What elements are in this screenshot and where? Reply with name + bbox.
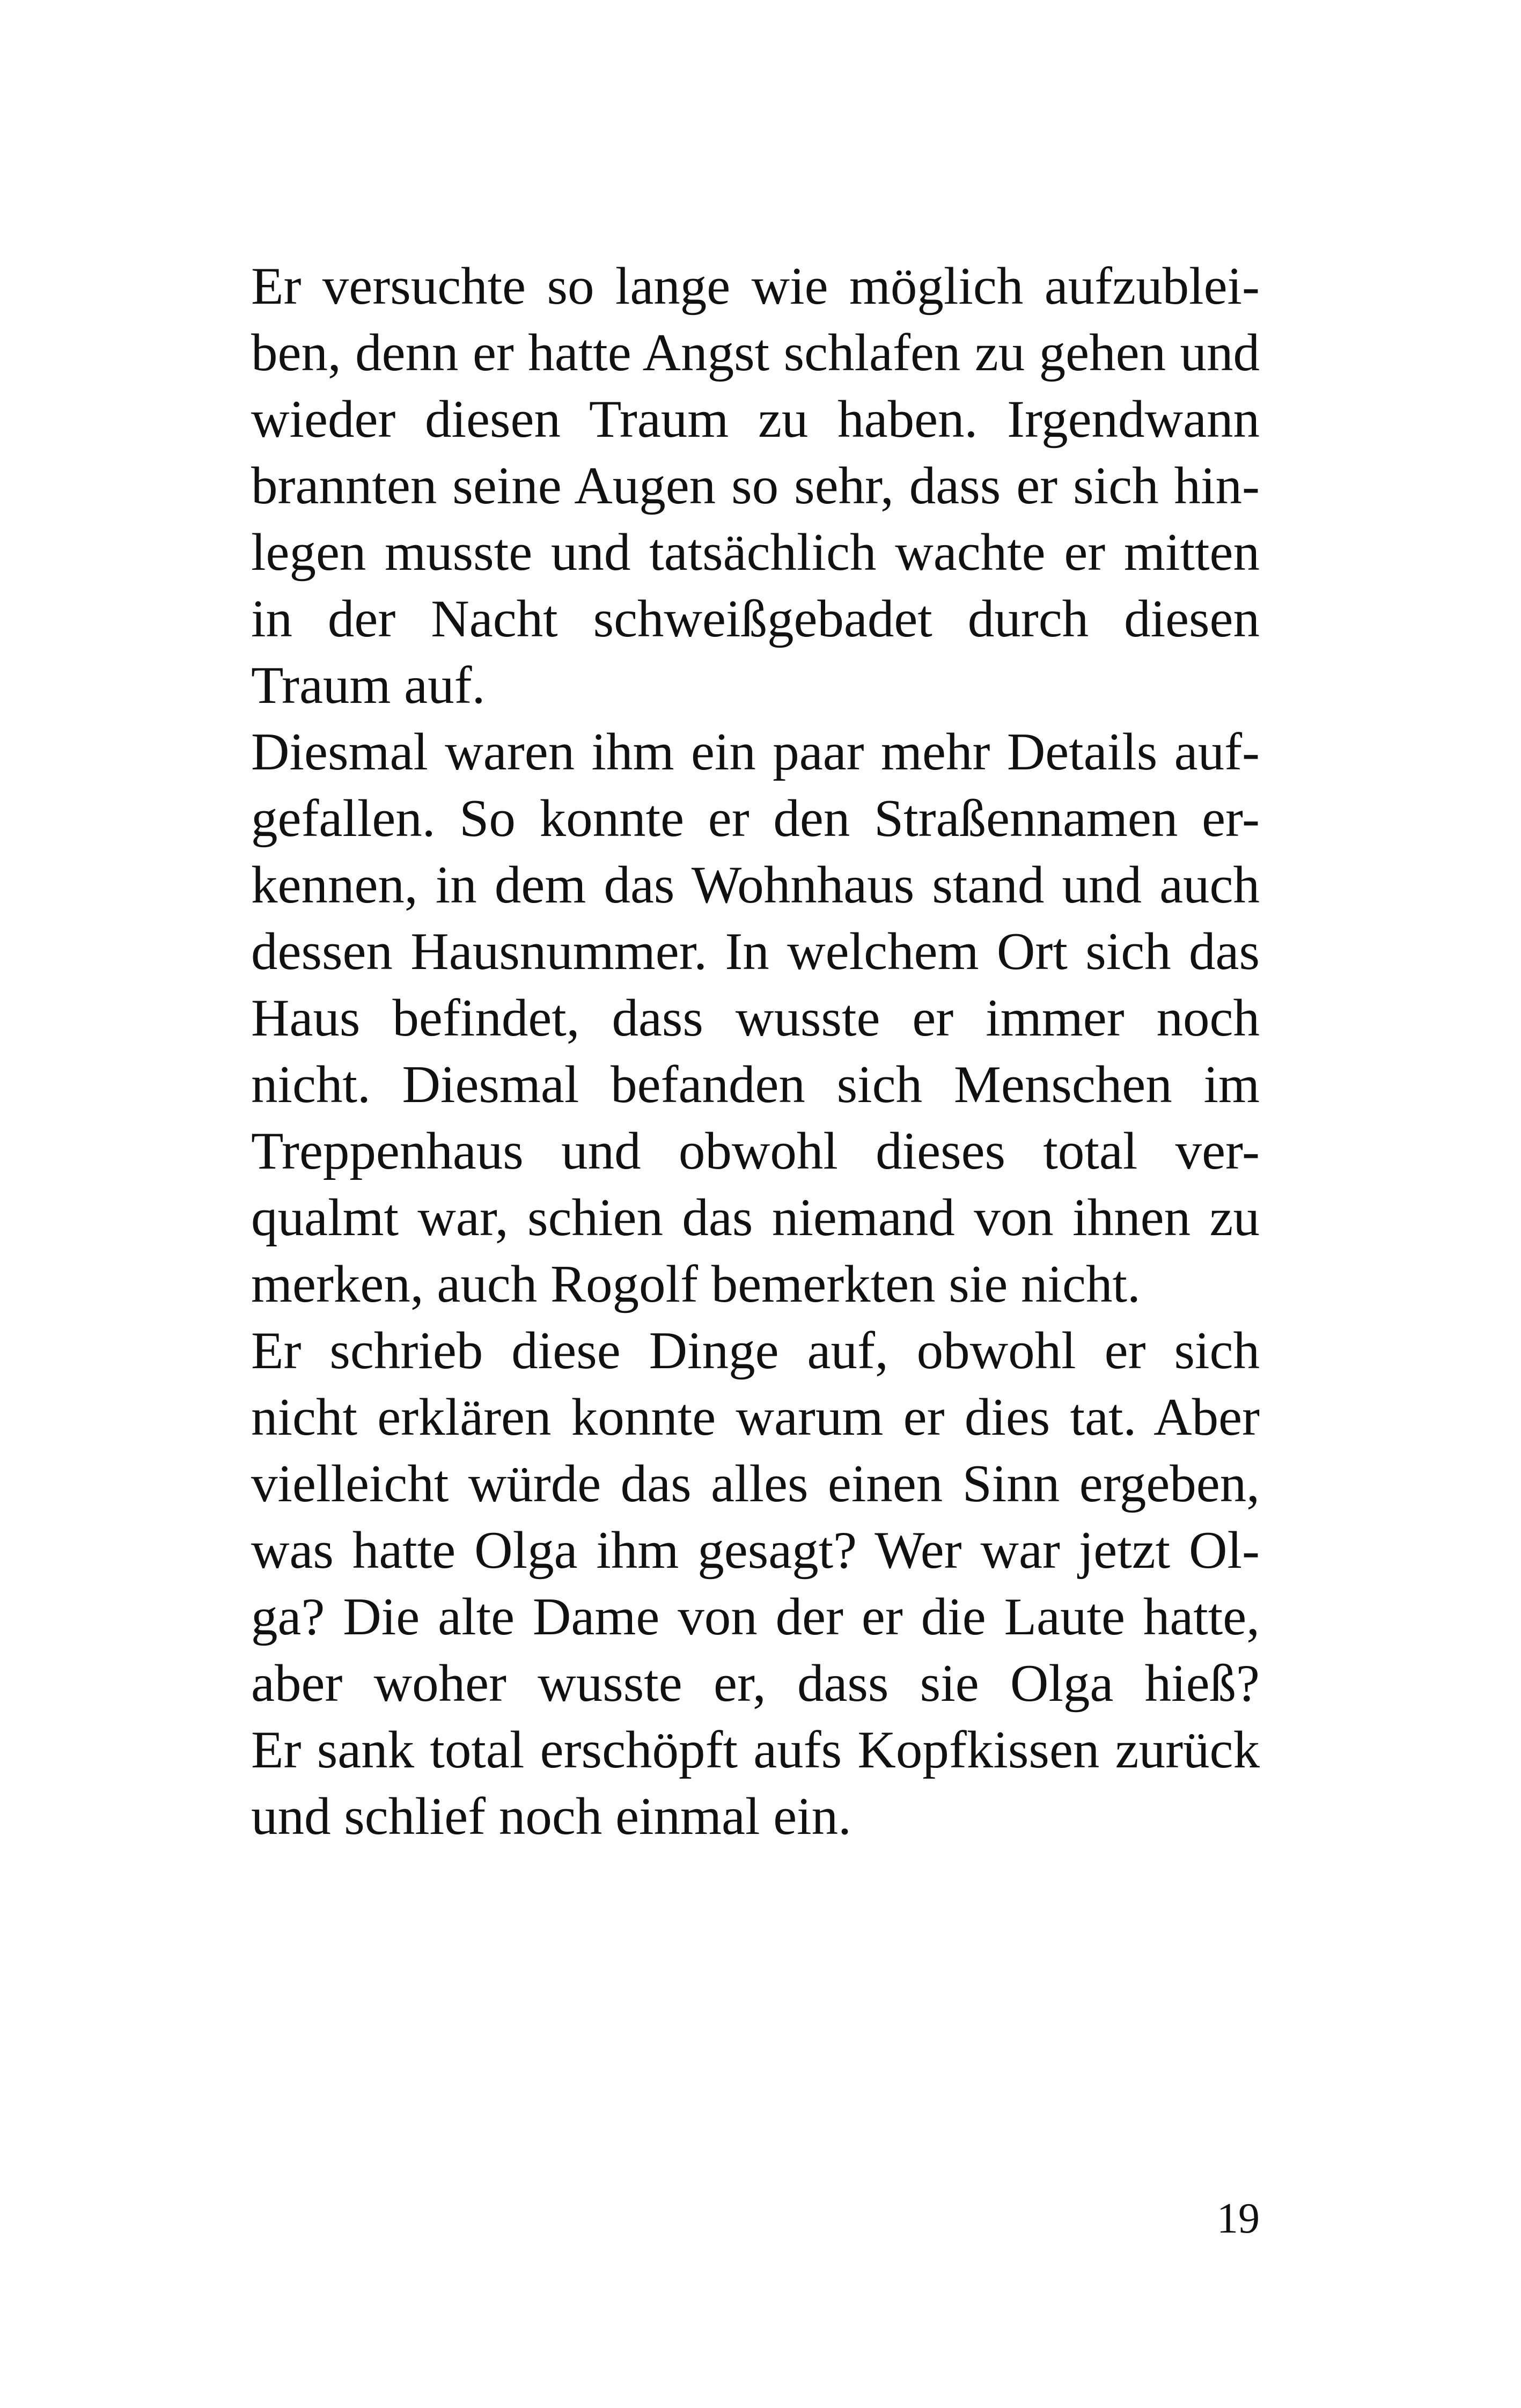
text-line: in der Nacht schweißgebadet durch diesen	[251, 590, 1260, 648]
text-line: gefallen. So konnte er den Straßennamen er-	[251, 789, 1260, 848]
paragraph-2	[251, 719, 1260, 1318]
text-line: Er schrieb diese Dinge auf, obwohl er sich	[251, 1322, 1260, 1380]
text-line: ben, denn er hatte Angst schlafen zu gehen und	[251, 324, 1260, 382]
text-line: nicht erklären konnte warum er dies tat. Aber	[251, 1388, 1260, 1447]
body-text	[251, 253, 1260, 1850]
text-line: brannten seine Augen so sehr, dass er sich hin-	[251, 457, 1260, 515]
text-line: Treppenhaus und obwohl dieses total ver-	[251, 1122, 1260, 1180]
text-line: merken, auch Rogolf bemerkten sie nicht.	[251, 1255, 1141, 1313]
page-number: 19	[1217, 2195, 1260, 2242]
text-line: wieder diesen Traum zu haben. Irgendwann	[251, 390, 1260, 449]
text-line: kennen, in dem das Wohnhaus stand und auch	[251, 856, 1260, 914]
text-line: Er sank total erschöpft aufs Kopfkissen zurück	[251, 1721, 1260, 1779]
paragraph-3	[251, 1318, 1260, 1850]
text-line: qualmt war, schien das niemand von ihnen zu	[251, 1188, 1260, 1247]
text-line: Haus befindet, dass wusste er immer noch	[251, 989, 1260, 1047]
text-line: was hatte Olga ihm gesagt? Wer war jetzt Ol-	[251, 1521, 1260, 1580]
text-line: und schlief noch einmal ein.	[251, 1787, 851, 1846]
text-line: aber woher wusste er, dass sie Olga hieß?	[251, 1654, 1260, 1713]
text-line: vielleicht würde das alles einen Sinn ergeben,	[251, 1455, 1260, 1513]
text-line: dessen Hausnummer. In welchem Ort sich das	[251, 922, 1260, 981]
paragraph-1	[251, 253, 1260, 719]
text-line: Traum auf.	[251, 656, 486, 715]
text-line: Er versuchte so lange wie möglich aufzublei-	[251, 257, 1260, 315]
text-line: ga? Die alte Dame von der er die Laute hatte,	[251, 1588, 1260, 1646]
text-line: legen musste und tatsächlich wachte er mitten	[251, 523, 1260, 582]
text-line: nicht. Diesmal befanden sich Menschen im	[251, 1055, 1260, 1114]
text-line: Diesmal waren ihm ein paar mehr Details auf-	[251, 723, 1260, 781]
